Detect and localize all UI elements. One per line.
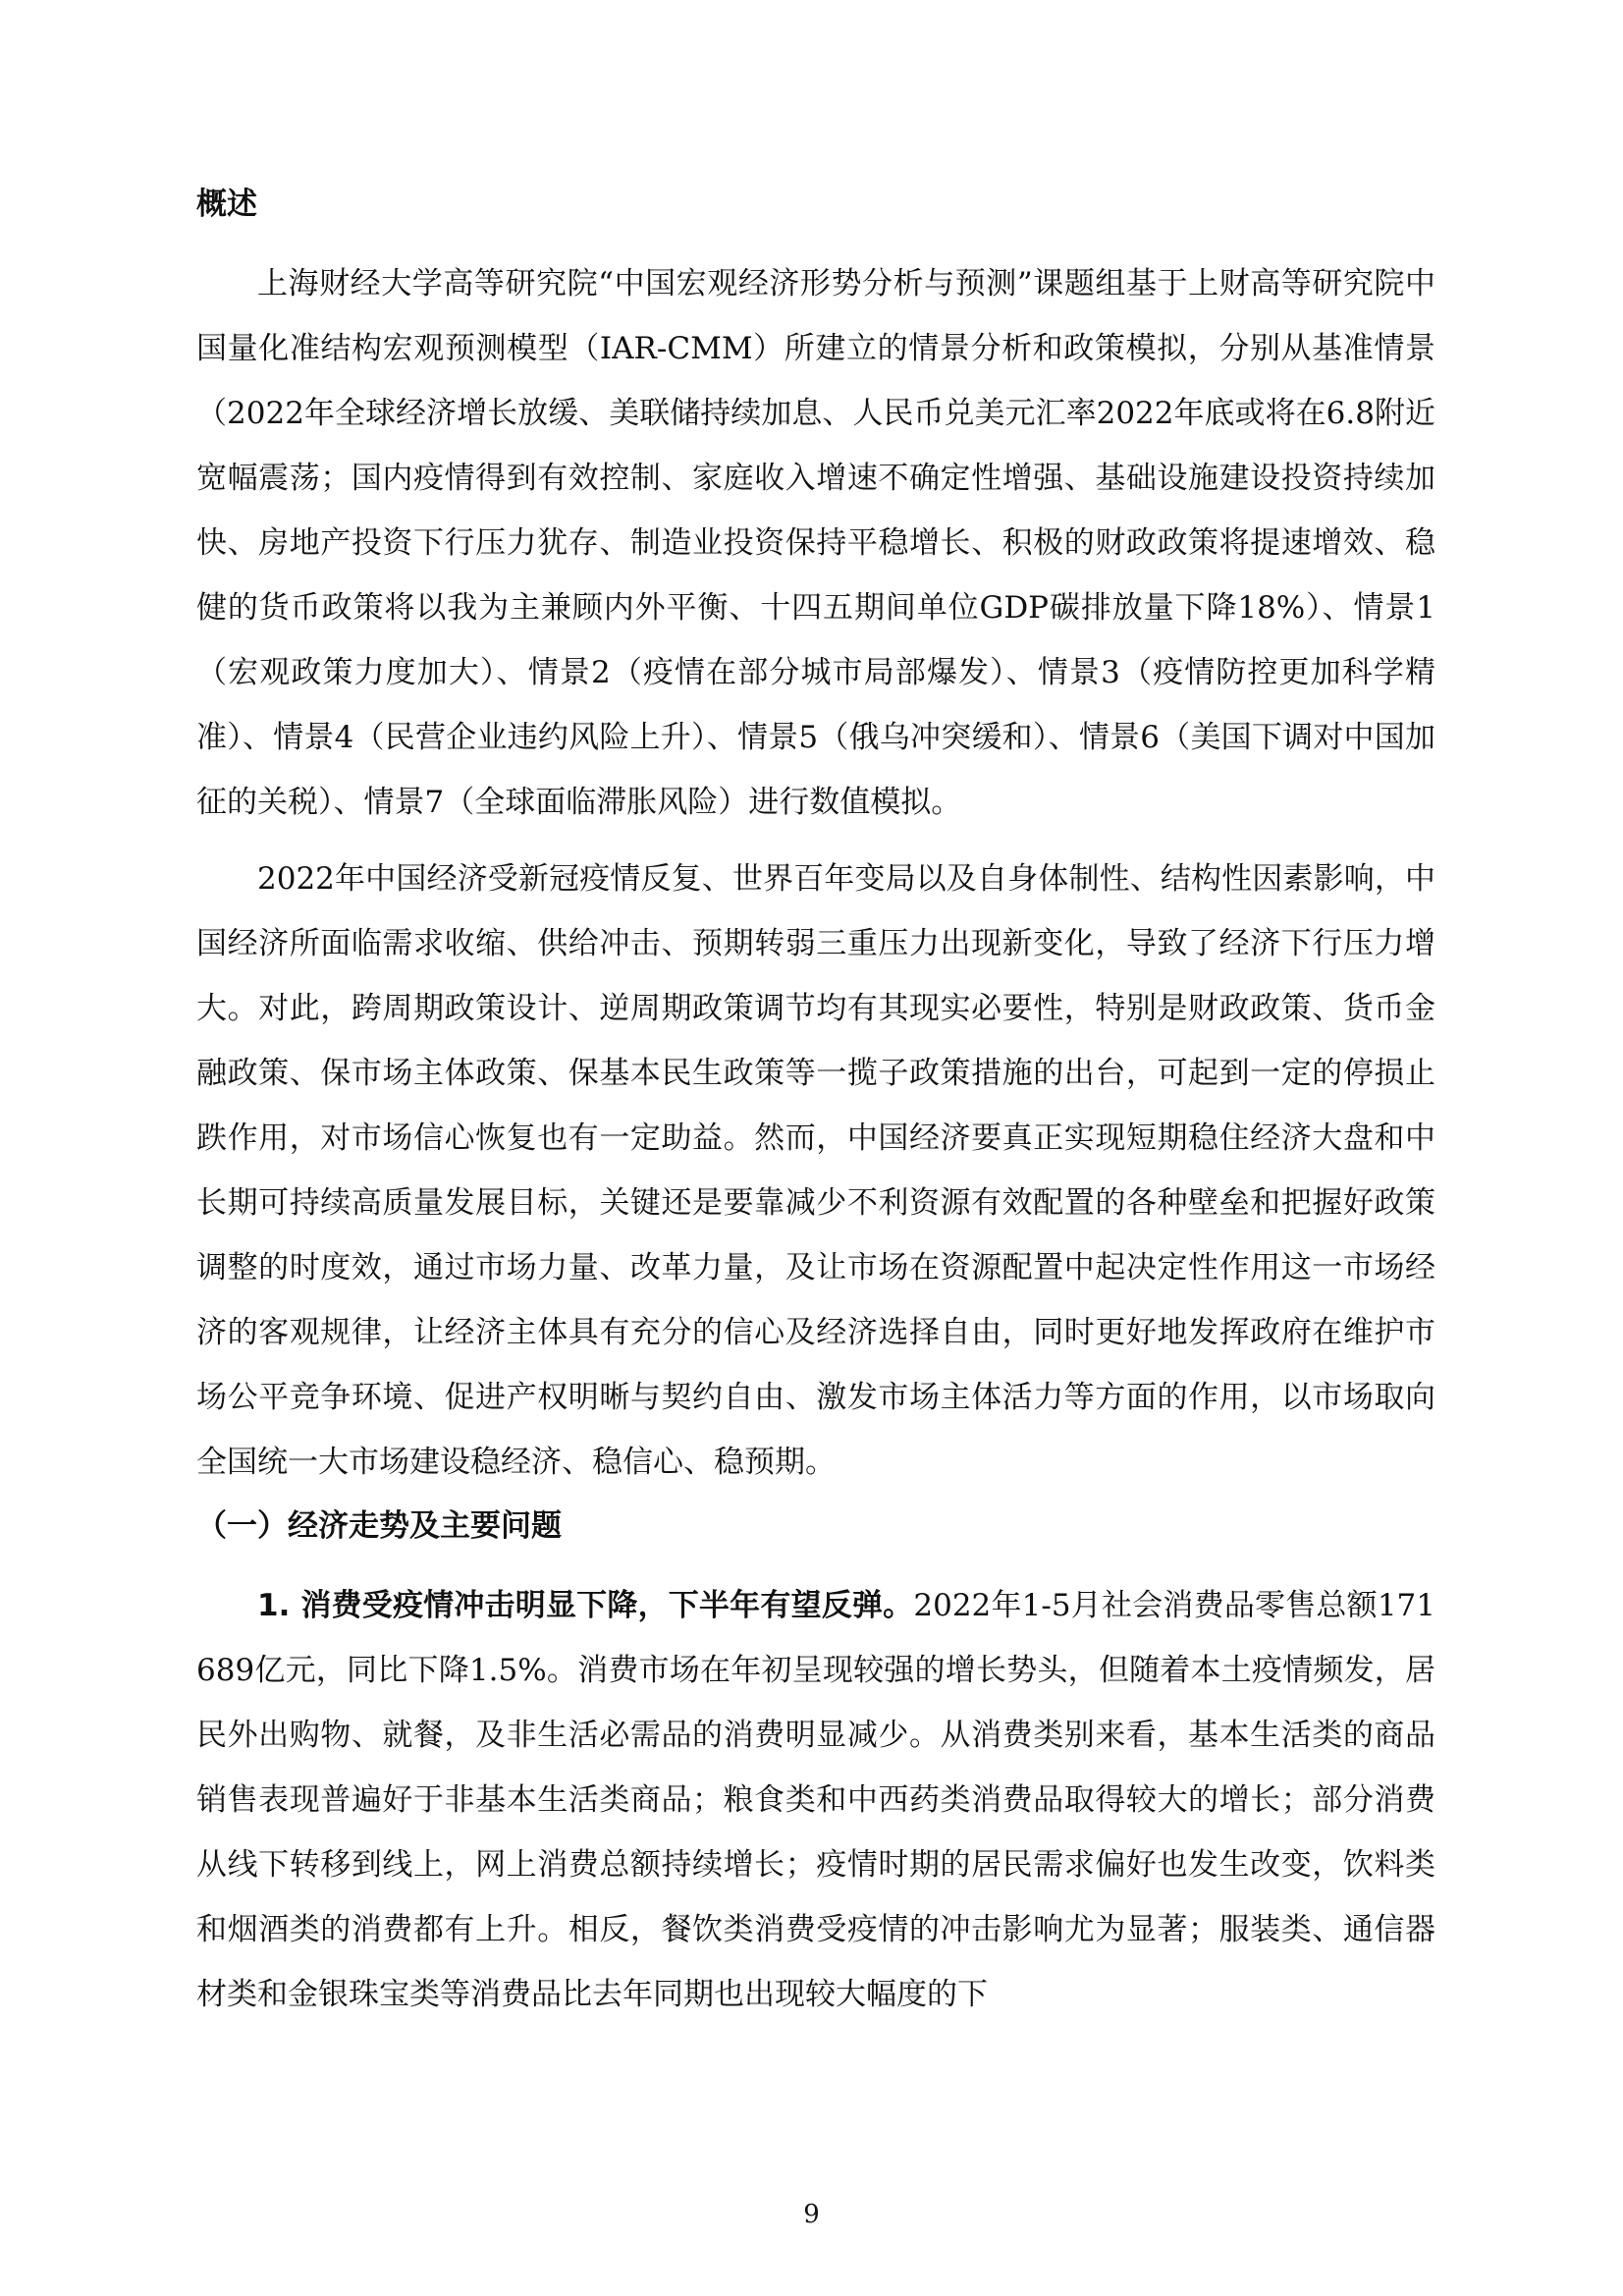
overview-paragraph-2: 2022年中国经济受新冠疫情反复、世界百年变局以及自身体制性、结构性因素影响，中国经济所面临需求收缩、供给冲击、预期转弱三重压力出现新变化，导致了经济下行压力增大。对此，跨周期政策设计、逆周期政策调节均有其现实必要性，特别是财政政策、货币金融政策、保市场主体政策、保基本民生政策等一揽子政策措施的出台，可起到一定的停损止跌作用，对市场信心恢复也有一定助益。然而，中国经济要真正实现短期稳住经济大盘和中长期可持续高质量发展目标，关键还是要靠减少不利资源有效配置的各种壁垒和把握好政策调整的时度效，通过市场力量、改革力量，及让市场在资源配置中起决定性作用这一市场经济的客观规律，让经济主体具有充分的信心及经济选择自由，同时更好地发挥政府在维护市场公平竞争环境、促进产权明晰与契约自由、激发市场主体活力等方面的作用，以市场取向全国统一大市场建设稳经济、稳信心、稳预期。: [196, 861, 1435, 1480]
section-item-1-paragraph: [196, 1573, 1435, 2027]
overview-heading: 概述: [196, 187, 257, 222]
section-heading-economic-trends: （一）经济走势及主要问题: [196, 1508, 562, 1544]
item-1-body-text: 2022年1-5月社会消费品零售总额171689亿元，同比下降1.5%。消费市场在年初呈现较强的增长势头，但随着本土疫情频发，居民外出购物、就餐，及非生活必需品的消费明显减少。从消费类别来看，基本生活类的商品销售表现普遍好于非基本生活类商品；粮食类和中西药类消费品取得较大的增长；部分消费从线下转移到线上，网上消费总额持续增长；疫情时期的居民需求偏好也发生改变，饮料类和烟酒类的消费都有上升。相反，餐饮类消费受疫情的冲击影响尤为显著；服装类、通信器材类和金银珠宝类等消费品比去年同期也出现较大幅度的下: [196, 1588, 1436, 2012]
page-content: [196, 183, 1435, 2027]
page-number: 9: [803, 2200, 820, 2229]
item-1-lead-sentence: 1. 消费受疫情冲击明显下降，下半年有望反弹。: [257, 1588, 914, 1623]
overview-paragraph-1: 上海财经大学高等研究院“中国宏观经济形势分析与预测”课题组基于上财高等研究院中国量化准结构宏观预测模型（IAR-CMM）所建立的情景分析和政策模拟，分别从基准情景（2022年全球经济增长放缓、美联储持续加息、人民币兑美元汇率2022年底或将在6.8附近宽幅震荡；国内疫情得到有效控制、家庭收入增速不确定性增强、基础设施建设投资持续加快、房地产投资下行压力犹存、制造业投资保持平稳增长、积极的财政政策将提速增效、稳健的货币政策将以我为主兼顾内外平衡、十四五期间单位GDP碳排放量下降18%）、情景1（宏观政策力度加大）、情景2（疫情在部分城市局部爆发）、情景3（疫情防控更加科学精准）、情景4（民营企业违约风险上升）、情景5（俄乌冲突缓和）、情景6（美国下调对中国加征的关税）、情景7（全球面临滞胀风险）进行数值模拟。: [196, 266, 1435, 820]
